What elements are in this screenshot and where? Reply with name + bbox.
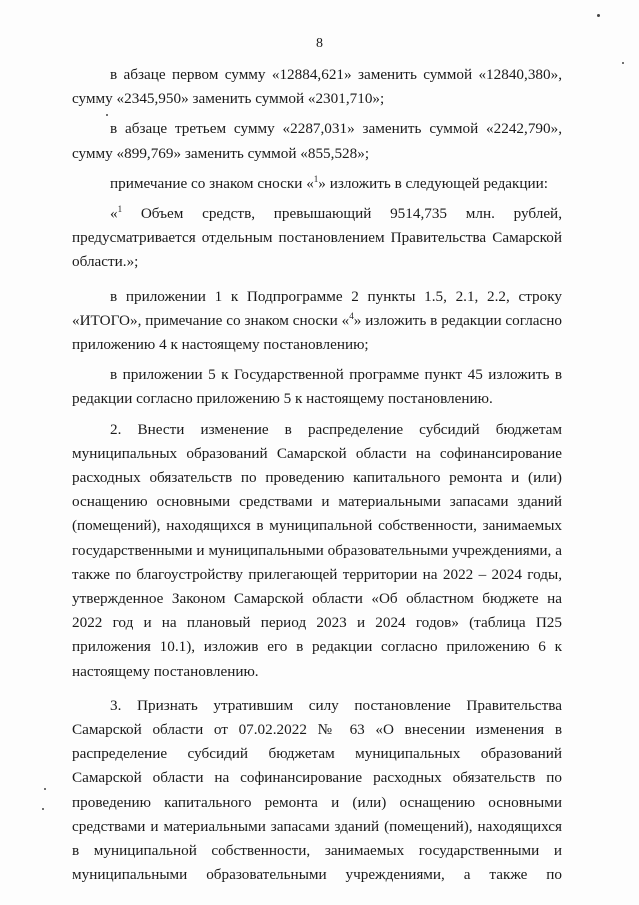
paragraph-footnote-note — [72, 172, 562, 196]
footnote-mark-1-quoted: 1 — [117, 204, 123, 215]
page-number: 8 — [316, 36, 323, 51]
scan-speck — [44, 788, 46, 790]
paragraph-item-3: 3. Признать утратившим силу постановление Правительства Самарской области от 07.02.2022 № 63 «О внесении изменения в распределение субсидий бюджетам муниципальных образований Самарской области на софинансирование расходных обязательств по проведению капитального ремонта и (или) оснащению основными средствами и материальными запасами зданий (помещений), находящихся в муниципальной собственности, занимаемых государственными и муниципальными образовательными учреждениями, а также по — [72, 696, 562, 884]
footnote-text-after: Объем средств, превышающий 9514,735 млн. рублей, предусматривается отдельным постановлением Правительства Самарской области.»; — [72, 205, 562, 271]
appendix-1-after: » изложить в редакции согласно приложению 4 к настоящему постановлению; — [72, 311, 562, 354]
paragraph-third-abzac: в абзаце третьем сумму «2287,031» заменить суммой «2242,790», сумму «899,769» заменить суммой «855,528»; — [72, 120, 562, 162]
footnote-mark-1: 1 — [313, 173, 319, 184]
paragraph-appendix-1 — [72, 285, 562, 358]
paragraph-item-2: 2. Внести изменение в распределение субсидий бюджетам муниципальных образований Самарской области на софинансирование расходных обязательств по проведению капитального ремонта и (или) оснащению основными средствами и материальными запасами зданий (помещений), находящихся в муниципальной собственности, занимаемых государственными и муниципальными образовательными учреждениями, а также по благоустройству прилегающей территории на 2022 – 2024 годы, утвержденное Законом Самарской области «Об областном бюджете на 2022 год и на плановый период 2023 и 2024 годов» (таблица П25 приложения 10.1), изложив его в редакции согласно приложению 6 к настоящему постановлению. — [72, 420, 562, 680]
document-body — [72, 63, 562, 888]
appendix-1-before: в приложении 1 к Подпрограмме 2 пункты 1.5, 2.1, 2.2, строку «ИТОГО», примечание со знаком сноски « — [72, 287, 562, 329]
scan-speck — [622, 62, 624, 64]
paragraph-footnote-text — [72, 202, 562, 275]
footnote-note-after: » изложить в следующей редакции: — [318, 174, 549, 192]
footnote-note-before: примечание со знаком сноски « — [110, 174, 314, 192]
scan-speck — [42, 808, 44, 810]
footnote-text-before: « — [110, 205, 118, 223]
scan-speck — [106, 114, 108, 116]
scan-speck — [597, 14, 600, 17]
paragraph-first-abzac: в абзаце первом сумму «12884,621» заменить суммой «12840,380», сумму «2345,950» заменить суммой «2301,710»; — [72, 66, 562, 108]
footnote-mark-4: 4 — [349, 310, 354, 321]
paragraph-appendix-5: в приложении 5 к Государственной программе пункт 45 изложить в редакции согласно приложению 5 к настоящему постановлению. — [72, 366, 562, 408]
